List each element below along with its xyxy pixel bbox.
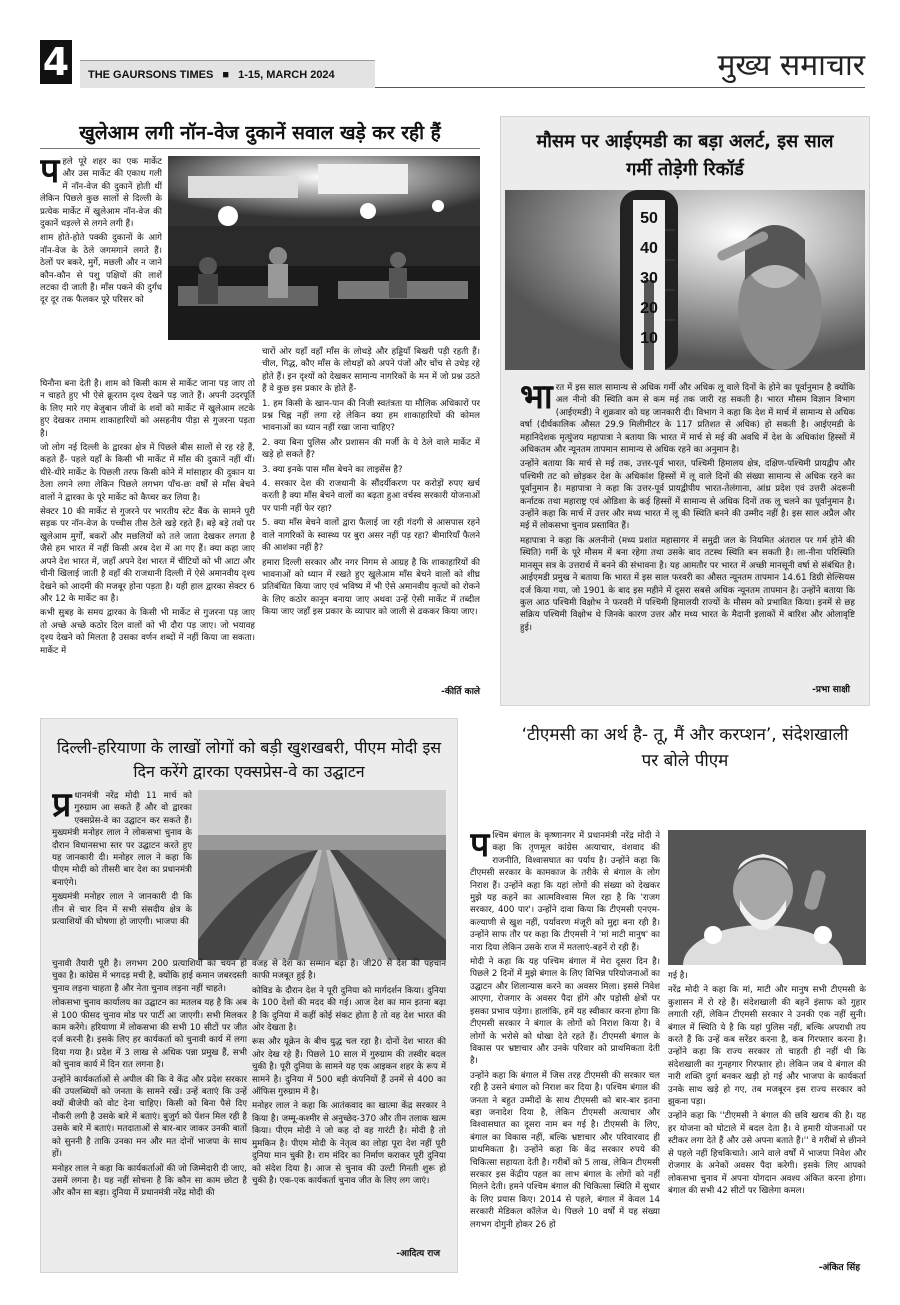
article1-paragraph: जो लोग नई दिल्ली के द्वारका क्षेत्र में पिछले बीस सालों से रह रहे हैं, कहते हैं- पहले यहाँ के किसी भी मार्केट में माँस की दुकानें नहीं थीं। धीरे-धीरे मार्केट के पिछली तरफ किसी कोने में मांसाहार की दुकान या ठेला लगने लगा लेकिन पिछले लगभग पाँच-छः वर्षों से माँस बेचने वालों ने द्वारका के पूरे मार्केट को कैप्चर कर लिया है। [40,443,255,503]
article3-dropcap: प्र [52,790,72,825]
article2-dropcap: भा [520,382,553,417]
article2-paragraph: रत में इस साल सामान्य से अधिक गर्मी और अधिक लू वाले दिनों के होने का पूर्वानुमान है क्योंकि अल नीनो की स्थिति कम से कम मई तक जारी रह सकती है। भारत मौसम विज्ञान विभाग (आईएमडी) ने शुक्रवार को यह जानकारी दी। विभाग ने कहा कि देश में मार्च में सामान्य से अधिक वर्षा (दीर्घकालिक औसत 29.9 मिलीमीटर के 117 प्रतिशत से अधिक) हो सकती है। आईएमडी के महानिदेशक मृत्युंजय महापात्रा ने बताया कि भारत में मार्च से मई की अवधि में देश के अधिकांश हिस्सों में अधिकतम और न्यूनतम तापमान सामान्य से अधिक रहने का अनुमान है। [520,383,855,456]
pm-photo-svg [668,830,866,965]
article4-body-right [668,970,866,1260]
article4-paragraph: उन्होंने कहा कि ''टीएमसी ने बंगाल की छवि खराब की है। यह हर योजना को घोटाले में बदल देता है। वे हमारी योजनाओं पर स्टीकर लगा देते हैं और उसे अपना बताते हैं।'' वे गरीबों से छीनने से पहले नहीं हिचकिचाते। आने वाले वर्षों में भाजपा निवेश और रोजगार के अनेकों अवसर पैदा करेगी। इसके लिए आपको लोकसभा चुनाव में अपना योगदान अवश्य अंकित करना होगा। बंगाल की सभी 42 सीटों पर खिलेगा कमल। [668,1111,866,1196]
article3-body-right [252,958,446,1238]
article4-paragraph: नरेंद्र मोदी ने कहा कि मां, माटी और मानुष सभी टीएमसी के कुशासन में रो रहे हैं। संदेशखाली की बहनें इंसाफ को गुहार लगाती रहीं, लेकिन टीएमसी सरकार ने उनकी एक नहीं सुनी। बंगाल में स्थिति ये है कि यहां पुलिस नहीं, बल्कि अपराधी तय करते हैं कि उन्हें कब सरेंडर करना है, कब गिरफ्तार करना है। उन्होंने कहा कि राज्य सरकार तो चाहती ही नहीं थी कि संदेशखाली का गुनहगार गिरफ्तार हो। लेकिन जब ये बंगाल की नारी शक्ति दुर्गा बनकर खड़ी हो गई और भाजपा के कार्यकर्ता उनके साथ खड़े हो गए, तब मजबूरन इस राज्य सरकार को झुकना पड़ा। [668,985,866,1108]
masthead-title: THE GAURSONS TIMES [88,69,214,81]
article1-byline: -कीर्ति काले [441,687,480,697]
article4-headline: ‘टीएमसी का अर्थ है- तू, मैं और करप्शन’, संदेशखाली पर बोले पीएम [521,725,849,771]
expressway-photo [198,790,446,960]
article3-headline: दिल्ली-हरियाणा के लाखों लोगों को बड़ी खुशखबरी, पीएम मोदी इस दिन करेंगे द्वारका एक्सप्रेस-वे का उद्घाटन [56,738,442,781]
thermometer-labels [633,204,665,354]
thermometer-label: 50 [640,210,658,227]
article2-body [520,382,855,682]
article1-question: 4. सरकार देश की राजधानी के सौंदर्यीकरण पर करोड़ों रुपए खर्च करती है क्या माँस बेचने वालों का बढ़ता हुआ वर्चस्व सरकारी योजनाओं पर पानी नहीं फेर रहा? [262,479,480,514]
article3-paragraph: लोकसभा चुनाव कार्यालय का उद्घाटन का मतलब यह है कि अब से 100 फीसद चुनाव मोड पर पार्टी आ जाएगी। सभी मिलकर काम करेंगे। हरियाणा में लोकसभा की सभी 10 सीटों पर जीत दर्ज करनी है। इसके लिए हर कार्यकर्ता को चुनावी कार्य में लगा दिया गया है। प्रदेश में 3 लाख से अधिक पन्ना प्रमुख हैं, सभी को चुनाव कार्य में दिन रात लगना है। [52,998,247,1071]
market-photo-svg [168,156,480,340]
article1-paragraph: हले पूरे शहर का एक मार्केट और उस मार्केट की एकाध गली में नॉन-वेज की दुकानें होती थीं लेकिन पिछले कुछ सालों से दिल्ली के प्रत्येक मार्केट में खुलेआम नॉन-वेज की दुकानें धड़ल्ले से लगने लगी हैं। [40,157,162,230]
masthead-separator: ■ [222,69,230,81]
article1-paragraph: घिनौना बना देती है। शाम को किसी काम से मार्केट जाना पड़ जाए तो न चाहते हुए भी ऐसे क्रूरतम दृश्य देखने पड़ जाते हैं। अपनी उदरपूर्ति के लिए मारे गए बेजुबान जीवों के शवों को मार्केट में खुलेआम लटके हुए देखकर तमाम शाकाहारियों को असहनीय पीड़ा से गुजरना पड़ता है। [40,379,255,439]
section-title: मुख्य समाचार [717,48,865,83]
masthead-date: 1-15, MARCH 2024 [238,69,335,81]
article1-question: 2. क्या बिना पुलिस और प्रशासन की मर्जी के ये ठेले वाले मार्केट में खड़े हो सकते हैं? [262,437,480,461]
page-number: 4 [40,40,72,84]
market-photo [168,156,480,340]
expressway-photo-svg [198,790,446,960]
article3-paragraph: वजह से देश का सम्मान बढ़ा है। जी20 से देश की पहचान काफी मजबूत हुई है। [252,959,446,982]
article3-paragraph: धानमंत्री नरेंद्र मोदी 11 मार्च को गुरुग्राम आ सकते हैं और वो द्वारका एक्सप्रेस-वे का उद्घाटन कर सकते हैं। मुख्यमंत्री मनोहर लाल ने लोकसभा चुनाव के दौरान विधानसभा स्तर पर उद्घाटन करते हुए यह जानकारी दी। मनोहर लाल ने कहा कि पीएम मोदी को तीसरी बार देश का प्रधानमंत्री बनाएंगे। [52,791,192,888]
article4-paragraph: गई है। [668,971,688,981]
thermometer-label: 30 [640,270,658,287]
article4-dropcap: प [470,830,490,865]
article1-question: 3. क्या इनके पास माँस बेचने का लाइसेंस है? [262,464,403,475]
article2-paragraph: महापात्रा ने कहा कि अलनीनो (मध्य प्रशांत महासागर में समुद्री जल के नियमित अंतराल पर गर्म होने की स्थिति) गर्मी के पूरे मौसम में बना रहेगा तथा उसके बाद तटस्थ स्थिति बन सकती है। ला-नीना परिस्थिति मानसून सत्र के उत्तरार्ध में बनने की संभावना है। यह आमतौर पर भारत में अच्छी मानसूनी वर्षा से संबंधित है। आईएमडी प्रमुख ने बताया कि भारत में इस साल फरवरी का औसत न्यूनतम तापमान 14.61 डिग्री सेल्सियस दर्ज किया गया, जो 1901 के बाद इस महीने में दूसरा सबसे अधिक न्यूनतम तापमान है। उन्होंने बताया कि कुल आठ पश्चिमी विक्षोभ ने फरवरी में पश्चिमी हिमालयी राज्यों के मौसम को प्रभावित किया। इनमें से छह सक्रिय पश्चिमी विक्षोभ थे जिनके कारण उत्तर और मध्य भारत के मैदानी इलाकों में बारिश और ओलावृष्टि हुई। [520,535,855,633]
masthead [80,60,375,88]
thermometer-label: 40 [640,240,658,257]
article4-paragraph: श्चिम बंगाल के कृष्णानगर में प्रधानमंत्री नरेंद्र मोदी ने कहा कि तृणमूल कांग्रेस अत्याचार, वंशवाद की राजनीति, विश्वासघात का पर्याय है। उन्होंने कहा कि टीएमसी सरकार के कामकाज के तरीके से बंगाल के लोग निराश हैं। उन्होंने कहा कि यहां लोगों की संख्या को देखकर मुझे यह कहने का आत्मविश्वास मिल रहा है कि 'राजग सरकार, 400 पार'। उन्होंने दावा किया कि टीएमसी एनएम-कल्याणी से खुश नहीं, पर्यावरण मंजूरी को मुद्दा बना रही है। उन्होंने साफ तौर पर कहा कि टीएमसी ने 'मां माटी मानुष' का नारा दिया लेकिन उसके राज में मतलाएं-बहनें रो रही हैं। [470,831,660,953]
article1-paragraph: हमारा दिल्ली सरकार और नगर निगम से आग्रह है कि शाकाहारियों की भावनाओं को ध्यान में रखते हुए खुलेआम माँस बेचने वालों को शीघ्र प्रतिबंधित किया जाए एवं भविष्य में भी ऐसे अमानवीय कृत्यों को रोकने के लिए कठोर कानून बनाया जाए अथवा उन्हें ऐसी मार्केट में तब्दील किया जाए जहाँ इस प्रकार के व्यापार को जाली से ढककर किया जाए। [262,557,480,618]
article3-paragraph: चुनावी तैयारी पूरी है। लगभग 200 प्रत्याशियों का चयन हो चुका है। कांग्रेस में भगदड़ मची है, क्योंकि हाई कमान जबरदस्ती चुनाव लड़ना चाहता है और नेता चुनाव लड़ना नहीं चाहते। [52,959,247,994]
article4-paragraph: मोदी ने कहा कि यह पश्चिम बंगाल में मेरा दूसरा दिन है। पिछले 2 दिनों में मुझे बंगाल के लिए विभिन्न परियोजनाओं का उद्घाटन और शिलान्यास करने का अवसर मिला। इससे निवेश आएगा, रोजगार के अवसर पैदा होंगे और पड़ोसी क्षेत्रों पर इसका प्रभाव पड़ेगा। हालांकि, हमें यह स्वीकार करना होगा कि टीएमसी सरकार ने बंगाल के लोगों को निराश किया है। वे लोगों के भरोसे को धोखा देते रहते हैं। टीएमसी बंगाल के विकास पर भ्रष्टाचार और उनके परिवार को प्राथमिकता देती है। [470,957,660,1067]
article1-question: 5. क्या माँस बेचने वालों द्वारा फैलाई जा रही गंदगी से आसपास रहने वाले नागरिकों के स्वास्थ्य पर बुरा असर नहीं पड़ रहा? बीमारियाँ फैलने की आशंका नहीं है? [262,518,480,554]
article1-body [40,378,255,668]
article1-underline [40,148,480,149]
article3-paragraph: रूस और यूक्रेन के बीच युद्ध चल रहा है। दोनों देश भारत की ओर देख रहे हैं। पिछले 10 साल में गुरुग्राम की तस्वीर बदल चुकी है। पूरी दुनिया के सामने यह एक आइकन शहर के रूप में सामने है। दुनिया में 500 बड़ी कंपनियों हैं उनमें से 400 का ऑफिस गुरुग्राम में है। [252,1037,446,1098]
article2-paragraph: उन्होंने बताया कि मार्च से मई तक, उत्तर-पूर्व भारत, पश्चिमी हिमालय क्षेत्र, दक्षिण-पश्चिमी प्रायद्वीप और पश्चिमी तट को छोड़कर देश के अधिकांश हिस्सों में लू वाले दिनों की संख्या सामान्य से अधिक रहने का पूर्वानुमान है। महापात्रा ने कहा कि उत्तर-पूर्व प्रायद्वीपीय भारत-तेलंगाना, आंध्र प्रदेश एवं उत्तरी अंदरूनी कर्नाटक तथा महाराष्ट्र एवं ओडिशा के कई हिस्सों में सामान्य से अधिक दिनों तक लू चलने का पूर्वानुमान है। उन्होंने कहा कि मार्च में उत्तर और मध्य भारत में लू की स्थिति बनने की उम्मीद नहीं है। इस साल अप्रैल और मई में लोकसभा चुनाव प्रस्तावित हैं। [520,459,855,532]
article1-paragraph: शाम होते-होते पक्की दुकानों के आगे नॉन-वेज के ठेले जगमगाने लगते हैं। ठेलों पर बकरे, मुर्गे, मछली और न जाने कौन-कौन से पशु पक्षियों की लाशें लटका दी जाती हैं। माँस पकने की दुर्गंध दूर दूर तक फैलकर पूरे परिसर को [40,233,162,306]
article3-paragraph: मनोहर लाल ने कहा कि कार्यकर्ताओं की जो जिम्मेदारी दी जाए, उसमें लगना है। यह नहीं सोचना है कि कौन सा काम छोटा है और कौन सा बड़ा। दुनिया में प्रधानमंत्री नरेंद्र मोदी की [52,1163,247,1199]
article3-paragraph: कोविड के दौरान देश ने पूरी दुनिया को मार्गदर्शन किया। दुनिया के 100 देशों की मदद की गई। आज देश का मान इतना बढ़ा है कि दुनिया में कहीं कोई संकट होता है तो वह देश भारत की ओर देखता है। [252,985,446,1034]
article1-intro [40,156,162,376]
article4-byline: -अंकित सिंह [818,1263,860,1273]
article3-byline: -आदित्य राज [396,1249,440,1259]
article3-paragraph: उन्होंने कार्यकर्ताओं से अपील की कि वे केंद्र और प्रदेश सरकार की उपलब्धियों को जनता के सामने रखें। उन्हें बताएं कि उन्हें क्यों बीजेपी को वोट देना चाहिए। किसी को बिना पैसे दिए नौकरी लगी है उसके बारे में बताएं। बुजुर्ग को पेंशन मिल रही है उसके बारे में बताएं। मतदाताओं से बार-बार जाकर उनकी बातों को सुननी है ताकि उनका मन और मत दोनों भाजपा के साथ हों। [52,1074,247,1160]
article2-byline: -प्रभा साक्षी [812,685,850,695]
article1-dropcap: प [40,156,60,191]
heat-photo [505,190,865,370]
article1-paragraph: कभी सुबह के समय द्वारका के किसी भी मार्केट से गुजरना पड़ जाए तो अच्छे अच्छे कठोर दिल वालों को भी दौरा पड़ जाए। जो भयावह दृश्य देखने को मिलता है उसका वर्णन शब्दों में नहीं किया जा सकता। मार्केट में [40,608,255,656]
article4-body-left [470,830,660,1270]
thermometer-label: 20 [640,300,658,317]
article1-body-right [262,346,480,681]
heat-photo-svg [505,190,865,370]
article1-headline: खुलेआम लगी नॉन-वेज दुकानें सवाल खड़े कर रही हैं [79,122,441,144]
article4-paragraph: उन्होंने कहा कि बंगाल में जिस तरह टीएमसी की सरकार चल रही है उसने बंगाल को निराश कर दिया है। पश्चिम बंगाल की जनता ने बहुत उम्मीदों के साथ टीएमसी को बार-बार इतना बड़ा जनादेश दिया है, लेकिन टीएमसी अत्याचार और विश्वासघात का दूसरा नाम बन गई है। टीएमसी के लिए, बंगाल का विकास नहीं, बल्कि भ्रष्टाचार और परिवारवाद ही प्राथमिकता है। उन्होंने कहा कि केंद्र सरकार रुपये की चिकित्सा सहायता देती है। गरीबों को 5 लाख, लेकिन टीएमसी सरकार इस केंद्रीय पहल का लाभ बंगाल के लोगों को नहीं मिलने देती। हमने पश्चिम बंगाल की चिकित्सा स्थिति में सुधार के लिए प्रयास किए। 2014 से पहले, बंगाल में केवल 14 सरकारी मेडिकल कॉलेज थे। पिछले 10 वर्षों में यह संख्या लगभग दोगुनी होकर 26 हो [470,1070,660,1230]
article1-paragraph: सेक्टर 10 की मार्केट से गुजरने पर भारतीय स्टेट बैंक के सामने पूरी सड़क पर नॉन-वेज के पच्चीस तीस ठेले खड़े रहते हैं। बड़े बड़े तवों पर खुलेआम मुर्गों, बकरों और मछलियों को तले जाता देखकर लगता है जैसे हम भारत में नहीं किसी अरब देश में आ गए हैं। क्या कहा जाए अपने देश भारत में, जहाँ अपने देश भारत में चींटियों को भी आटा और चीनी खिलाई जाती है वहाँ की राजधानी दिल्ली में ऐसे अमानवीय दृश्य देखने को आदमी की मजबूर होना पड़ता है। यही हाल द्वारका सेक्टर 6 और 12 के मार्केट का है। [40,507,255,604]
article3-paragraph: मनोहर लाल ने कहा कि आतंकवाद का खात्मा केंद्र सरकार ने किया है। जम्मू-कश्मीर से अनुच्छेद-370 और तीन तलाक खत्म किया। पीएम मोदी ने जो कह दो वह गारंटी है। मोदी है तो मुमकिन है। पीएम मोदी के नेतृत्व का लोहा पूरा देश नहीं पूरी दुनिया मान चुकी है। राम मंदिर का निर्माण कराकर पूरी दुनिया को संदेश दिया है। आज से चुनाव की उल्टी गिनती शुरू हो चुकी है। एक-एक कार्यकर्ता चुनाव जीत के लिए लग जाएं। [252,1101,446,1186]
article3-paragraph: मुख्यमंत्री मनोहर लाल ने जानकारी दी कि तीन से चार दिन में सभी संसदीय क्षेत्र के प्रत्याशियों की घोषणा हो जाएगी। भाजपा की [52,892,192,928]
article1-paragraph: चारों ओर यहाँ वहाँ माँस के लोथड़े और हड्डियाँ बिखरी पड़ी रहती हैं। चील, गिद्ध, कौए माँस के लोथड़ों को अपने पंजों और चोंच से उधेड़ रहे होते हैं। इन दृश्यों को देखकर सामान्य नागरिकों के मन में जो प्रश्न उठते हैं वे कुछ इस प्रकार के होते हैं- [262,347,480,395]
header-rule [375,87,865,88]
article3-intro [52,790,192,955]
pm-photo [668,830,866,965]
article1-question: 1. हम किसी के खान-पान की निजी स्वतंत्रता या मौलिक अधिकारों पर प्रश्न चिह्न नहीं लगा रहे लेकिन क्या हम शाकाहारियों की कोमल भावनाओं का ध्यान नहीं रखा जाना चाहिए? [262,398,480,434]
article3-body-left [52,958,247,1258]
article2-headline: मौसम पर आईएमडी का बड़ा अलर्ट, इस साल गर्मी तोड़ेगी रिकॉर्ड [536,131,834,180]
thermometer-label: 10 [640,330,658,347]
